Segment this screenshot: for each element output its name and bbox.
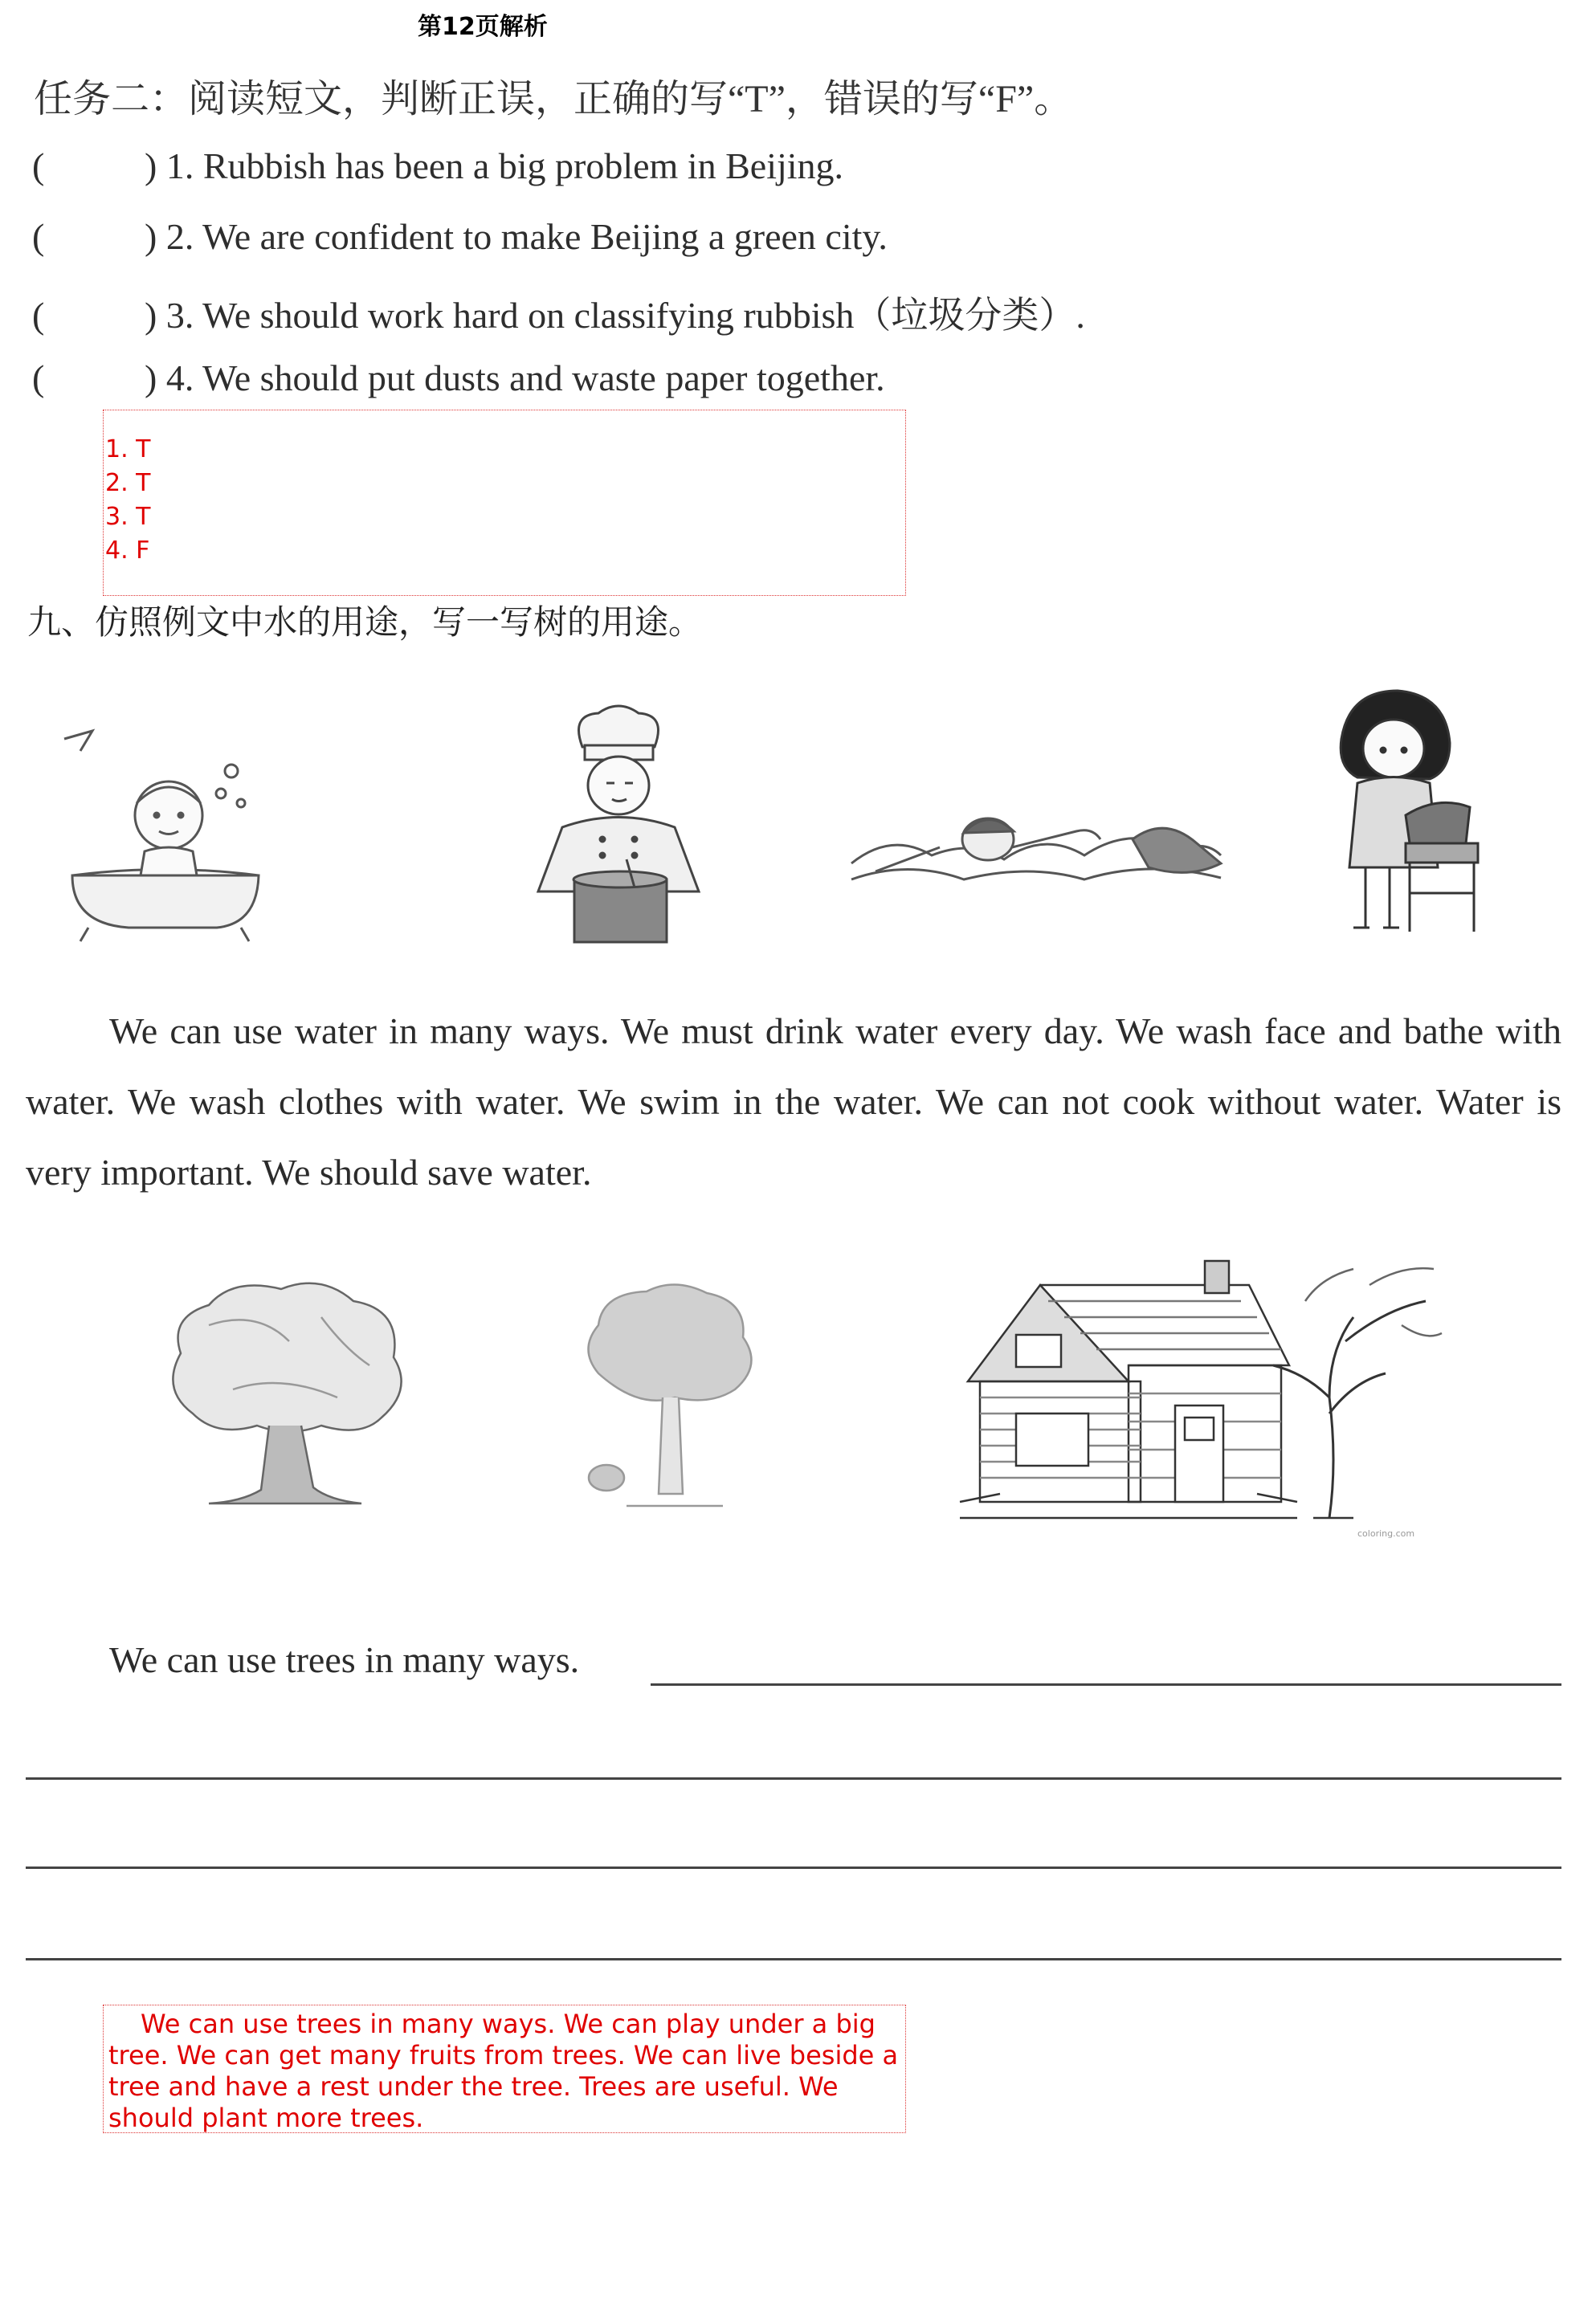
example-paragraph: We can use water in many ways. We must drink water every day. We wash face and bathe with water. We wash clothes with water. We swim in the water. We can not cook without water. Water is very important. We should save water. — [26, 1010, 1561, 1193]
tf-paren: ( — [32, 357, 45, 398]
writing-prompt: We can use trees in many ways. — [109, 1639, 580, 1680]
page-title: 第12页解析 — [418, 13, 548, 41]
tf-item-2 — [32, 215, 888, 258]
writing-line-4 — [26, 1958, 1561, 1960]
house-watermark: coloring.com — [1357, 1528, 1415, 1539]
tf-statement: ) 2. We are confident to make Beijing a green city. — [145, 216, 888, 257]
task-heading: 任务二：阅读短文，判断正误，正确的写“T”，错误的写“F”。 — [34, 78, 1073, 120]
swimmer-illustration — [843, 783, 1229, 920]
big-tree-illustration — [161, 1277, 418, 1518]
tf-answer-2: 2. T — [105, 469, 151, 497]
tf-answer-4: 4. F — [105, 536, 150, 565]
tf-paren: ( — [32, 145, 45, 186]
essay-answer-box — [103, 2005, 906, 2133]
house-with-tree-illustration — [952, 1253, 1450, 1542]
tf-item-4 — [32, 357, 885, 399]
tf-item-3 — [32, 286, 1085, 339]
writing-line-1 — [651, 1683, 1561, 1686]
fruit-tree-illustration — [570, 1277, 771, 1526]
essay-answer-text: We can use trees in many ways. We can play under a big tree. We can get many fruits from trees. We can live beside a tree and have a rest under the tree. Trees are useful. We should plant more trees. — [108, 2009, 899, 2133]
tf-item-1 — [32, 145, 843, 187]
tf-paren: ( — [32, 295, 45, 336]
writing-line-2 — [26, 1777, 1561, 1780]
baby-bath-illustration — [56, 723, 273, 948]
writing-line-3 — [26, 1867, 1561, 1869]
tf-statement: ) 4. We should put dusts and waste paper together. — [145, 357, 885, 398]
tf-answer-box — [103, 410, 906, 596]
girl-washing-illustration — [1309, 683, 1494, 948]
tf-statement: ) 1. Rubbish has been a big problem in Beijing. — [145, 145, 844, 186]
tf-answer-3: 3. T — [105, 503, 151, 531]
chef-cooking-illustration — [514, 699, 723, 948]
tf-statement: ) 3. We should work hard on classifying rubbish（垃圾分类）. — [145, 295, 1085, 336]
tf-answer-1: 1. T — [105, 435, 151, 463]
tf-paren: ( — [32, 216, 45, 257]
section-heading: 九、仿照例文中水的用途，写一写树的用途。 — [27, 602, 703, 642]
